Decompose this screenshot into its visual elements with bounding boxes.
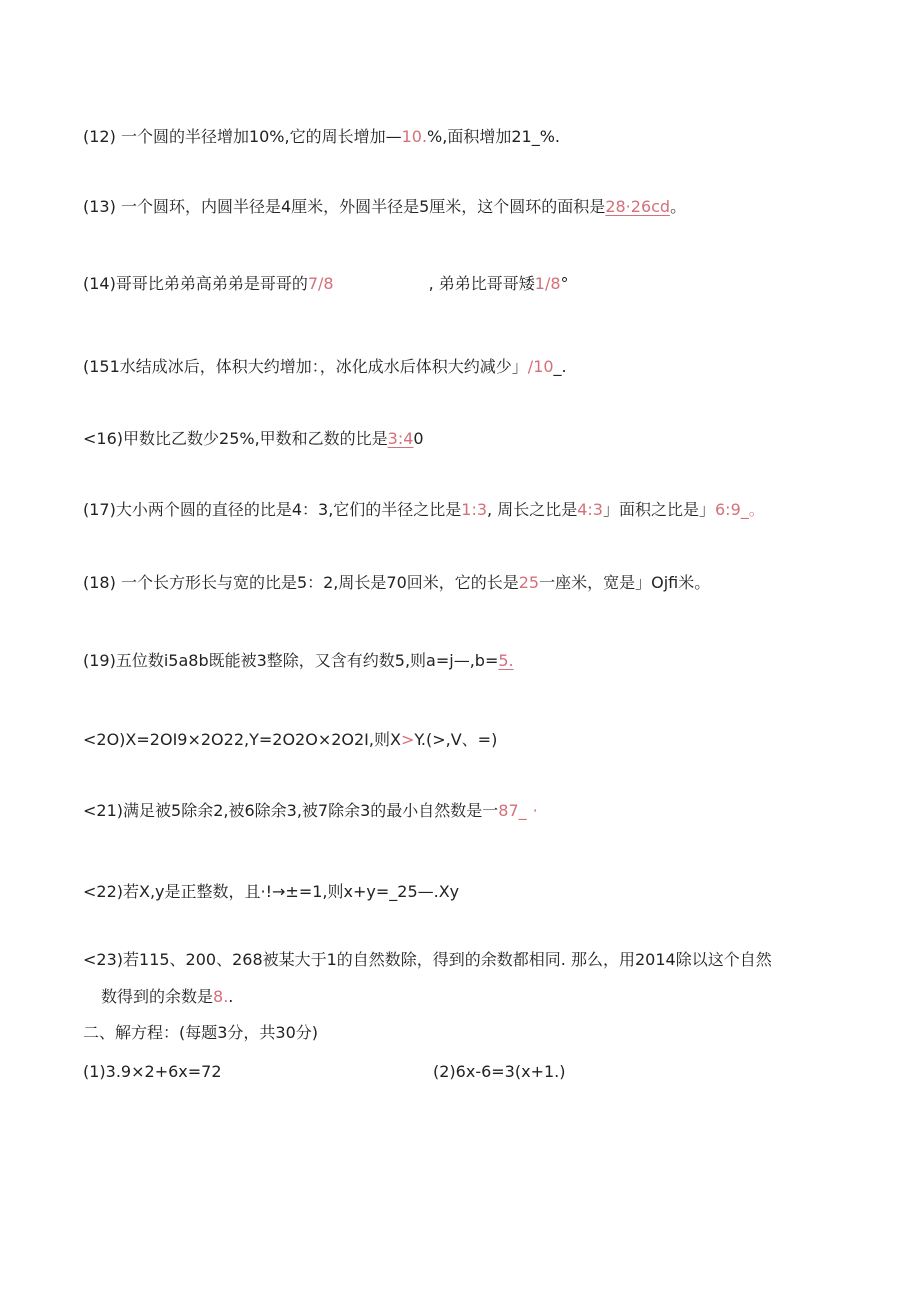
answer: 5. <box>498 651 514 670</box>
question-text-4: 。 <box>748 500 765 519</box>
question-text-2: _. <box>553 357 567 376</box>
question-text-2: 0 <box>413 429 424 448</box>
section-title: 二、解方程：(每题3分，共30分) <box>83 1023 319 1042</box>
question-15 <box>83 356 920 378</box>
answer-2: 1/8 <box>534 274 561 293</box>
equation-text: (1)3.9×2+6x=72 <box>83 1062 222 1081</box>
answer-1: 1:3 <box>461 500 488 519</box>
question-text-2: 。 <box>670 197 687 216</box>
question-text: <21)满足被5除余2,被6除余3,被7除余3的最小自然数是一 <box>83 801 499 820</box>
question-text-3: ° <box>560 274 569 293</box>
question-text: 一个长方形长与宽的比是5：2,周长是70回米，它的长是 <box>120 573 519 592</box>
question-19 <box>83 650 920 672</box>
question-21 <box>83 800 920 822</box>
question-number: (13) <box>83 197 116 216</box>
question-text: (17)大小两个圆的直径的比是4：3,它们的半径之比是 <box>83 500 462 519</box>
question-text-2: Y.(>,V、=) <box>414 730 498 749</box>
question-12 <box>83 126 920 148</box>
answer: 87_ <box>498 801 527 820</box>
question-22 <box>83 881 920 903</box>
question-17 <box>83 499 920 521</box>
question-text: (19)五位数i5a8b既能被3整除，又含有约数5,则a=j—,b= <box>83 651 499 670</box>
question-text: (14)哥哥比弟弟高弟弟是哥哥的 <box>83 274 308 293</box>
answer-1: 7/8 <box>307 274 334 293</box>
equation-text: (2)6x-6=3(x+1.) <box>433 1062 566 1081</box>
answer-2: 4:3 <box>577 500 603 519</box>
question-text: <23)若115、200、268被某大于1的自然数除，得到的余数都相同. 那么，用2014除以这个自然 <box>83 950 772 969</box>
section-heading <box>83 1022 920 1044</box>
answer: 28·26cd <box>605 197 671 216</box>
answer: /10 <box>527 357 554 376</box>
question-number: (18) <box>83 573 116 592</box>
question-text: <2O)X=2OI9×2O22,Y=2O2O×2O2I,则X <box>83 730 401 749</box>
question-14 <box>83 273 920 295</box>
question-text: 一个圆的半径增加10%,它的周长增加— <box>120 127 402 146</box>
question-text-2: , 弟弟比哥哥矮 <box>428 274 535 293</box>
question-text: <22)若X,y是正整数，且·!→±=1,则x+y=_25—.Xy <box>83 882 460 901</box>
question-text: <16)甲数比乙数少25%,甲数和乙数的比是 <box>83 429 388 448</box>
question-text-2: %,面积增加21_%. <box>427 127 560 146</box>
question-number: (12) <box>83 127 116 146</box>
question-text-3: 」面积之比是」 <box>602 500 715 519</box>
question-text: (151水结成冰后，体积大约增加：，冰化成水后体积大约减少」 <box>83 357 528 376</box>
answer: 8. <box>213 987 229 1006</box>
equation-1 <box>83 1061 222 1083</box>
answer: 10. <box>401 127 428 146</box>
question-20 <box>83 729 920 751</box>
equation-2 <box>433 1061 565 1083</box>
answer: > <box>400 730 415 749</box>
question-23 <box>83 949 920 971</box>
question-23-continued <box>101 986 920 1008</box>
question-text-2: 数得到的余数是 <box>101 987 214 1006</box>
question-16 <box>83 428 920 450</box>
question-text-2: · <box>532 801 538 820</box>
question-text-2: , 周长之比是 <box>487 500 578 519</box>
question-text: 一个圆环，内圆半径是4厘米，外圆半径是5厘米，这个圆环的面积是 <box>120 197 606 216</box>
answer: 3:4 <box>387 429 414 448</box>
answer-3: 6:9_ <box>715 500 749 519</box>
question-18 <box>83 572 920 594</box>
question-text-3: . <box>228 987 234 1006</box>
question-13 <box>83 196 920 218</box>
answer: 25 <box>518 573 540 592</box>
question-text-2: 一座米，宽是」Ojfi米。 <box>539 573 711 592</box>
